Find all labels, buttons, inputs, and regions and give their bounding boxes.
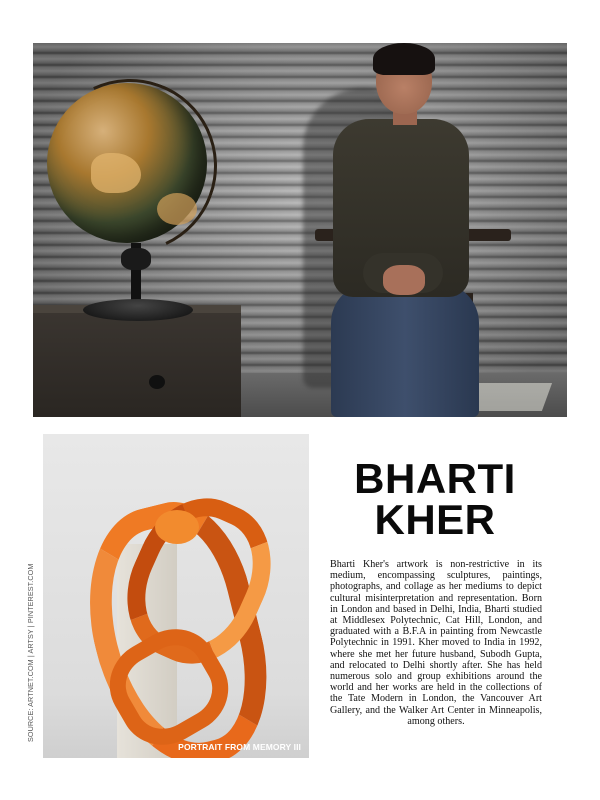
artist-name-title [345, 455, 525, 543]
title-line-2: KHER [374, 496, 496, 543]
artist-biography: Bharti Kher's artwork is non-restrictive in its medium, encompassing sculptures, paintings, photographs, and collage as her mediums to depict cultural misinterpretation and representation. Born in London and based in Delhi, India, Bharti studied at Middlesex Polytechnic, Cat Hill, London, and graduated with a B.F.A in painting from Newcastle Polytechnic in 1991. Kher moved to India in 1992, where she met her future husband, Subodh Gupta, and relocated to Delhi shortly after. She has held numerous solo and group exhibitions around the world and her works are held in the collections of the Tate Modern in London, the Vancouver Art Gallery, and the Walker Art Center in Minneapolis, among others. [330, 559, 542, 727]
source-credit: SOURCE: ARTNET.COM | ARTSY | PINTEREST.COM [26, 563, 35, 742]
globe-stand-collar [121, 248, 151, 270]
wooden-crate [33, 313, 241, 417]
figure-hands [383, 265, 425, 295]
figure-jeans [331, 283, 479, 417]
orange-sculpture-knot [155, 510, 199, 544]
title-line-1: BHARTI [354, 455, 516, 502]
artist-portrait-photo [33, 43, 567, 417]
globe-base [83, 299, 193, 321]
sculpture-photo [43, 434, 309, 758]
artwork-caption: PORTRAIT FROM MEMORY III [178, 742, 301, 752]
crate-hole [149, 375, 165, 389]
figure-hair [373, 43, 435, 75]
